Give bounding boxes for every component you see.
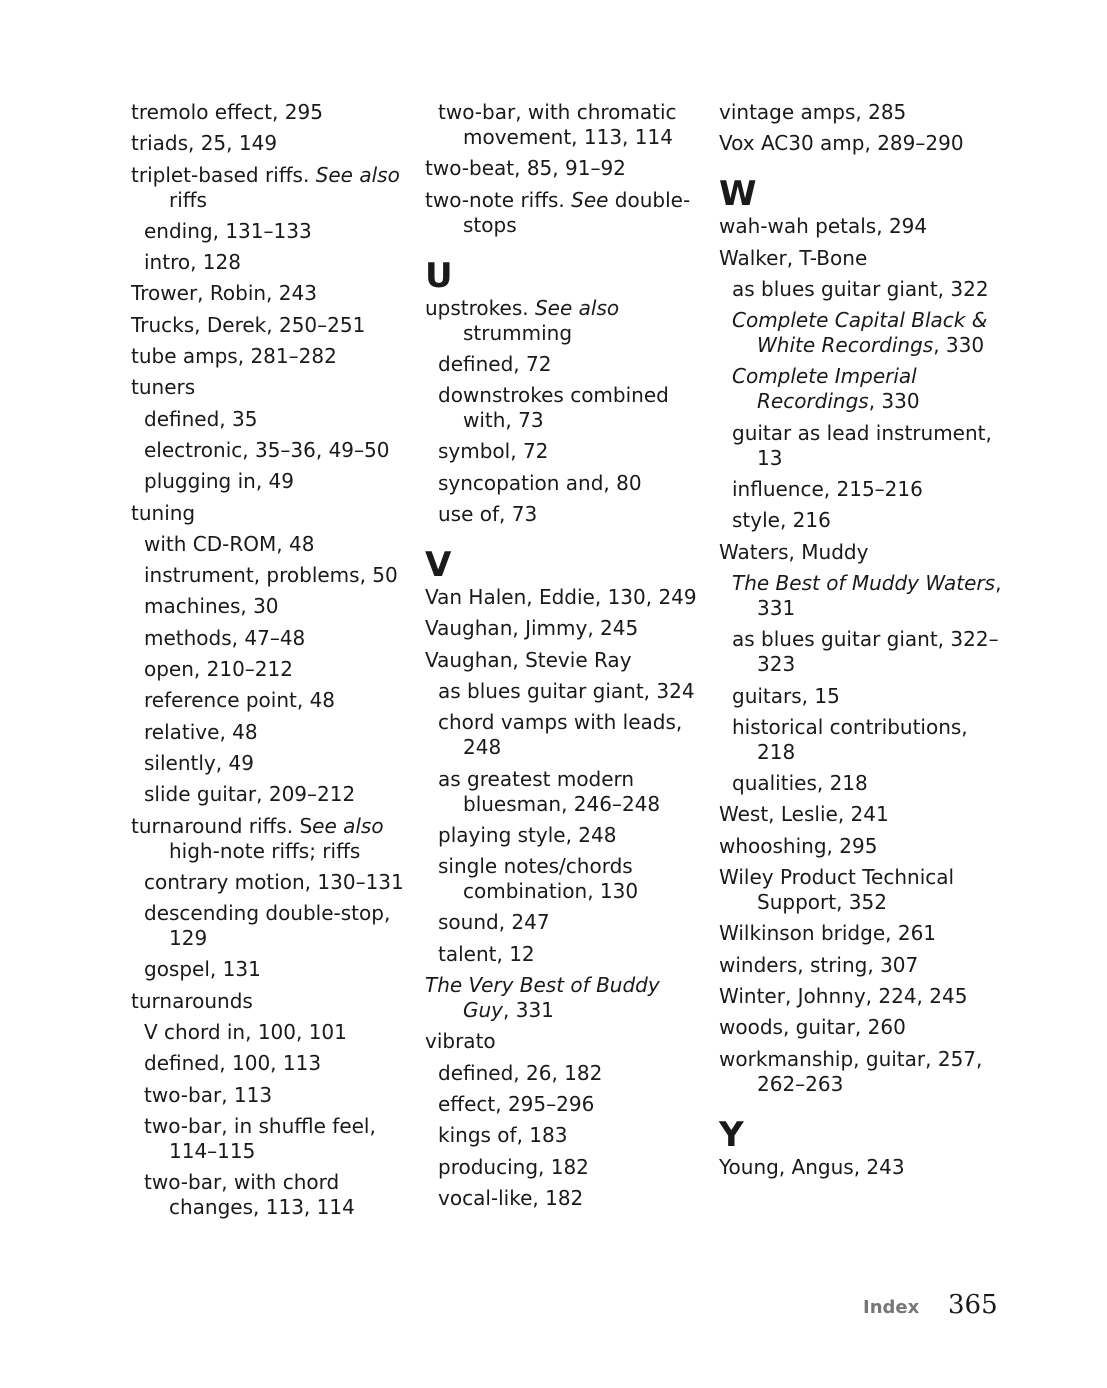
- entry-text: tremolo effect, 295: [131, 100, 323, 124]
- index-entry: [131, 131, 416, 156]
- index-entry: [425, 585, 710, 610]
- entry-text: tuners: [131, 375, 196, 400]
- index-subentry: [425, 502, 710, 527]
- index-subentry: [719, 308, 1009, 358]
- index-subentry: [425, 471, 710, 496]
- entry-text: symbol, 72: [438, 439, 549, 464]
- index-entry: [425, 296, 710, 346]
- index-subentry: [131, 469, 416, 494]
- entry-tail: strumming: [463, 320, 573, 345]
- index-entry: [719, 246, 1009, 271]
- entry-text: slide guitar, 209–212: [144, 782, 356, 807]
- entry-text: workmanship, guitar, 257, 262–263: [719, 1046, 983, 1096]
- index-subentry: [131, 657, 416, 682]
- index-subentry: [131, 594, 416, 619]
- index-subentry: [425, 100, 710, 150]
- entry-text: vibrato: [425, 1029, 496, 1054]
- entry-text: syncopation and, 80: [438, 470, 642, 495]
- entry-italic: Complete Capital Black & White Recordings: [732, 308, 988, 358]
- index-subentry: [425, 1123, 710, 1148]
- entry-text: historical contributions, 218: [732, 714, 968, 764]
- entry-text: descending double-stop, 129: [144, 901, 391, 951]
- entry-text: as greatest modern bluesman, 246–248: [438, 766, 661, 816]
- index-subentry: [425, 352, 710, 377]
- entry-text: tube amps, 281–282: [131, 344, 337, 369]
- index-subentry: [131, 720, 416, 745]
- entry-text: two-note riffs.: [425, 187, 565, 212]
- index-entry: [131, 313, 416, 338]
- entry-text: vintage amps, 285: [719, 100, 907, 124]
- index-entry: [131, 163, 416, 213]
- entry-text: silently, 49: [144, 750, 254, 775]
- index-column-1: [131, 100, 416, 1227]
- entry-text: use of, 73: [438, 502, 538, 527]
- entry-text: style, 216: [732, 508, 831, 533]
- index-subentry: [719, 627, 1009, 677]
- index-entry: [719, 802, 1009, 827]
- entry-text: as blues guitar giant, 322: [732, 276, 989, 301]
- page-number: 365: [948, 1290, 998, 1320]
- entry-italic: See: [571, 187, 609, 212]
- index-subentry: [131, 901, 416, 951]
- index-entry: [719, 540, 1009, 565]
- entry-text: two-bar, 113: [144, 1082, 273, 1107]
- index-entry: [719, 100, 1009, 125]
- section-letter-u: U: [425, 255, 453, 296]
- index-column-2: [425, 100, 710, 1217]
- index-subentry: [425, 439, 710, 464]
- index-subentry: [131, 407, 416, 432]
- index-subentry: [719, 477, 1009, 502]
- index-subentry: [131, 1051, 416, 1076]
- entry-tail: , 330: [868, 389, 920, 414]
- entry-text: plugging in, 49: [144, 469, 294, 494]
- index-subentry: [425, 1092, 710, 1117]
- index-subentry: [425, 854, 710, 904]
- entry-text: ending, 131–133: [144, 218, 312, 243]
- entry-text: single notes/chords combination, 130: [438, 854, 639, 904]
- index-subentry: [425, 679, 710, 704]
- index-subentry: [719, 684, 1009, 709]
- index-subentry: [425, 383, 710, 433]
- section-letter-w: W: [719, 174, 757, 215]
- entry-text: defined, 35: [144, 406, 258, 431]
- index-subentry: [425, 767, 710, 817]
- index-entry: [425, 156, 710, 181]
- entry-text: machines, 30: [144, 594, 279, 619]
- index-subentry: [425, 1186, 710, 1211]
- entry-tail: high-note riffs; riffs: [169, 838, 361, 863]
- entry-italic: The Best of Muddy Waters: [732, 570, 996, 595]
- entry-text: intro, 128: [144, 250, 241, 275]
- entry-text: producing, 182: [438, 1154, 589, 1179]
- index-entry: [719, 984, 1009, 1009]
- index-subentry: [425, 823, 710, 848]
- index-entry: [719, 214, 1009, 239]
- index-subentry: [131, 532, 416, 557]
- entry-tail: , 331: [503, 998, 554, 1023]
- entry-text: instrument, problems, 50: [144, 563, 398, 588]
- index-subentry: [131, 957, 416, 982]
- index-entry: [131, 501, 416, 526]
- entry-text: qualities, 218: [732, 771, 868, 796]
- entry-text: with CD-ROM, 48: [144, 531, 315, 556]
- section-letter-v: V: [425, 545, 452, 586]
- index-entry: [425, 188, 710, 238]
- entry-tail: riffs: [169, 187, 207, 212]
- index-entry: [131, 989, 416, 1014]
- index-subentry: [131, 1170, 416, 1220]
- entry-text: triads, 25, 149: [131, 131, 278, 156]
- index-subentry: [131, 438, 416, 463]
- index-entry: [425, 648, 710, 673]
- entry-text: two-bar, with chromatic movement, 113, 114: [438, 100, 677, 149]
- entry-text: Trucks, Derek, 250–251: [131, 312, 366, 337]
- index-entry: [425, 1029, 710, 1054]
- index-entry: [131, 814, 416, 864]
- index-subentry: [719, 508, 1009, 533]
- entry-text: chord vamps with leads, 248: [438, 710, 683, 760]
- entry-text: Wiley Product Technical Support, 352: [719, 865, 955, 915]
- index-entry: [719, 865, 1009, 915]
- section-letter-y: Y: [719, 1114, 744, 1155]
- entry-text: Vaughan, Jimmy, 245: [425, 616, 639, 641]
- entry-text: two-bar, with chord changes, 113, 114: [144, 1170, 355, 1220]
- index-subentry: [425, 1061, 710, 1086]
- entry-text: Van Halen, Eddie, 130, 249: [425, 585, 697, 610]
- index-subentry: [425, 942, 710, 967]
- index-subentry: [425, 1155, 710, 1180]
- index-subentry: [425, 910, 710, 935]
- index-subentry: [719, 715, 1009, 765]
- index-entry: [131, 281, 416, 306]
- index-subentry: [131, 751, 416, 776]
- entry-text: Vaughan, Stevie Ray: [425, 647, 632, 672]
- entry-text: kings of, 183: [438, 1123, 568, 1148]
- entry-tail: double-stops: [463, 187, 691, 237]
- index-entry: [719, 834, 1009, 859]
- entry-text: downstrokes combined with, 73: [438, 383, 669, 433]
- index-subentry: [425, 710, 710, 760]
- entry-text: effect, 295–296: [438, 1091, 595, 1116]
- entry-text: Winter, Johnny, 224, 245: [719, 983, 968, 1008]
- index-subentry: [131, 1083, 416, 1108]
- entry-text: vocal-like, 182: [438, 1185, 584, 1210]
- entry-text: reference point, 48: [144, 688, 336, 713]
- entry-text: electronic, 35–36, 49–50: [144, 437, 390, 462]
- entry-text: sound, 247: [438, 910, 550, 935]
- index-subentry: [131, 250, 416, 275]
- entry-text: playing style, 248: [438, 822, 617, 847]
- index-subentry: [131, 870, 416, 895]
- index-entry: [719, 953, 1009, 978]
- entry-text: whooshing, 295: [719, 833, 878, 858]
- entry-text: upstrokes.: [425, 295, 529, 320]
- index-entry: [719, 131, 1009, 156]
- entry-text: Vox AC30 amp, 289–290: [719, 131, 964, 156]
- entry-text: guitar as lead instrument, 13: [732, 420, 992, 470]
- entry-text: as blues guitar giant, 322–323: [732, 627, 999, 677]
- entry-text: talent, 12: [438, 941, 535, 966]
- entry-text: open, 210–212: [144, 657, 293, 682]
- index-subentry: [131, 563, 416, 588]
- entry-text: gospel, 131: [144, 957, 261, 982]
- index-entry: [131, 375, 416, 400]
- index-subentry: [131, 626, 416, 651]
- entry-text: relative, 48: [144, 719, 258, 744]
- entry-text: two-beat, 85, 91–92: [425, 156, 626, 181]
- entry-text: triplet-based riffs.: [131, 162, 310, 187]
- entry-text: defined, 26, 182: [438, 1060, 603, 1085]
- entry-text: Walker, T-Bone: [719, 245, 868, 270]
- index-entry: [719, 921, 1009, 946]
- entry-text: as blues guitar giant, 324: [438, 678, 695, 703]
- index-subentry: [131, 782, 416, 807]
- index-entry: [131, 344, 416, 369]
- entry-tail: , 331: [757, 570, 1002, 620]
- entry-text: V chord in, 100, 101: [144, 1020, 347, 1045]
- entry-text: influence, 215–216: [732, 477, 923, 502]
- index-subentry: [131, 1020, 416, 1045]
- entry-text: Trower, Robin, 243: [131, 281, 317, 306]
- index-subentry: [719, 571, 1009, 621]
- entry-text: contrary motion, 130–131: [144, 869, 404, 894]
- entry-italic: The Very Best of Buddy Guy: [425, 973, 660, 1023]
- running-footer-section: Index: [863, 1297, 920, 1318]
- index-subentry: [131, 219, 416, 244]
- entry-text: defined, 100, 113: [144, 1051, 322, 1076]
- index-entry: [719, 1015, 1009, 1040]
- index-entry: [425, 973, 710, 1023]
- entry-text: West, Leslie, 241: [719, 802, 889, 827]
- entry-text: Wilkinson bridge, 261: [719, 921, 937, 946]
- entry-italic: See also: [315, 162, 400, 187]
- index-subentry: [719, 277, 1009, 302]
- entry-text: turnarounds: [131, 988, 253, 1013]
- entry-text: Young, Angus, 243: [719, 1154, 905, 1179]
- entry-text: wah-wah petals, 294: [719, 214, 928, 239]
- entry-text: two-bar, in shuffle feel, 114–115: [144, 1113, 376, 1163]
- entry-text: guitars, 15: [732, 683, 840, 708]
- index-subentry: [719, 421, 1009, 471]
- entry-text: winders, string, 307: [719, 952, 919, 977]
- index-entry: [719, 1155, 1009, 1180]
- index-subentry: [719, 364, 1009, 414]
- entry-text: Waters, Muddy: [719, 539, 869, 564]
- index-column-3: [719, 100, 1009, 1186]
- index-entry: [131, 100, 416, 125]
- index-entry: [425, 616, 710, 641]
- entry-tail: , 330: [933, 333, 985, 358]
- entry-text: woods, guitar, 260: [719, 1015, 906, 1040]
- index-subentry: [719, 771, 1009, 796]
- entry-text: defined, 72: [438, 351, 552, 376]
- entry-text: tuning: [131, 500, 196, 525]
- entry-italic: See also: [534, 295, 620, 320]
- entry-italic: ee also: [312, 813, 384, 838]
- page-footer: [860, 1290, 1000, 1324]
- entry-italic: Complete Imperial Recordings: [732, 364, 917, 414]
- entry-text: turnaround riffs. S: [131, 813, 313, 838]
- index-subentry: [131, 1114, 416, 1164]
- entry-text: methods, 47–48: [144, 625, 306, 650]
- index-subentry: [131, 688, 416, 713]
- index-entry: [719, 1047, 1009, 1097]
